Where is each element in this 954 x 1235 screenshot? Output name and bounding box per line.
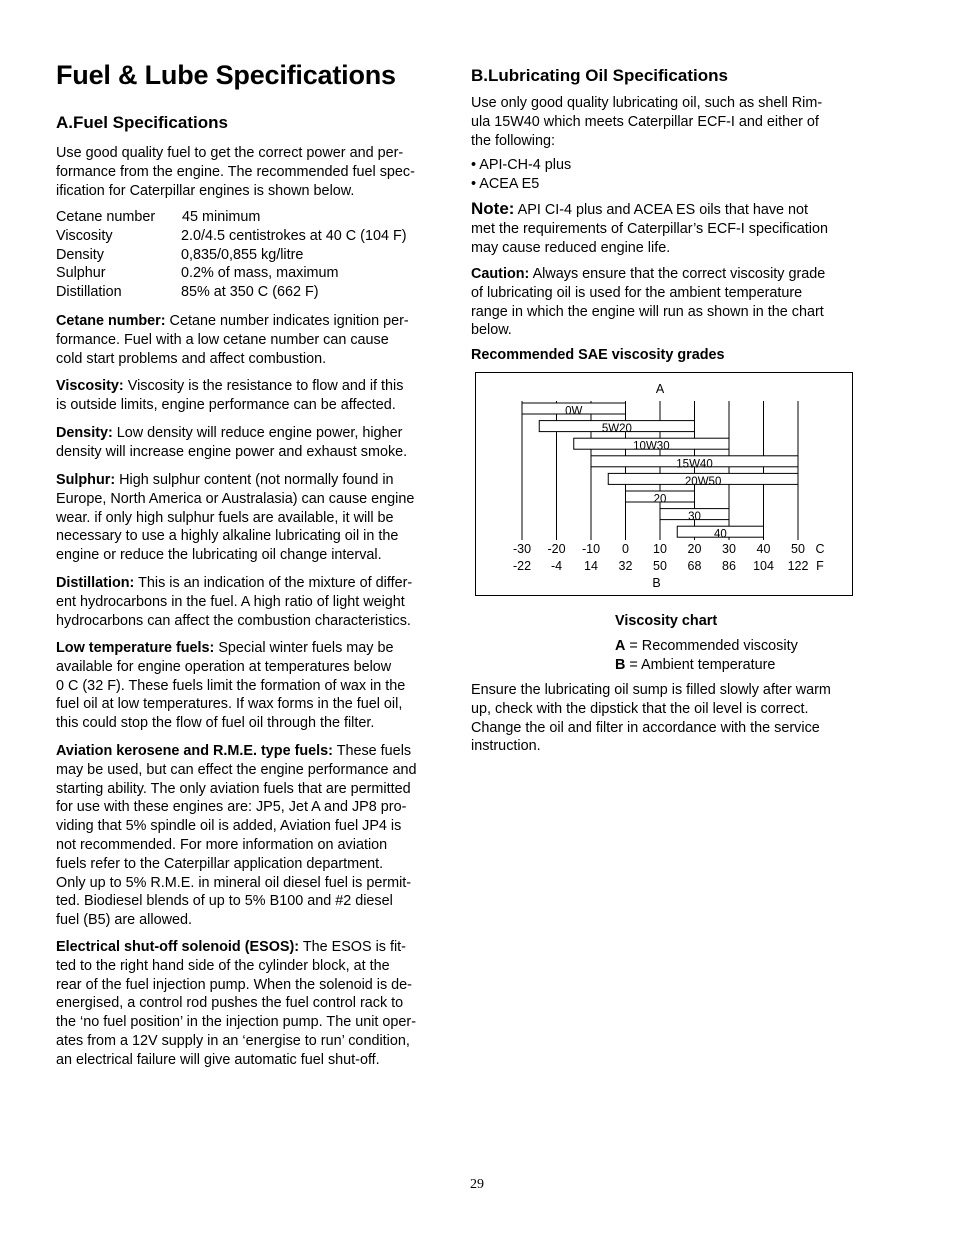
text-line: of lubricating oil is used for the ambient temperature (471, 284, 803, 301)
legend-key: A (615, 638, 626, 654)
spec-row (56, 246, 446, 265)
text-line: instruction. (471, 738, 541, 755)
tick-label-f: 50 (653, 559, 667, 573)
text-line: up, check with the dipstick that the oil level is correct. (471, 700, 809, 717)
text-line: Ensure the lubricating oil sump is filled slowly after warm (471, 682, 831, 698)
spec-row (56, 208, 446, 227)
tick-label-f: 14 (584, 559, 598, 573)
text-line: Low density will reduce engine power, higher (112, 425, 403, 441)
viscosity-chart-frame (475, 372, 853, 596)
lube-bullets (471, 156, 857, 194)
list-item: • ACEA E5 (471, 175, 540, 192)
text-line: Use good quality fuel to get the correct power and per- (56, 145, 404, 161)
legend-text: = Ambient temperature (625, 656, 776, 673)
grade-label: 0W (565, 405, 583, 418)
fuel-heading: A.Fuel Specifications (56, 113, 228, 132)
tick-label-f: -22 (512, 559, 532, 573)
sulphur-paragraph (56, 471, 446, 565)
unit-label-c: C (815, 542, 825, 556)
spec-value: 45 minimum (182, 209, 261, 225)
spec-row (56, 283, 446, 302)
grade-label: 20W50 (684, 475, 722, 488)
spec-name: Density (56, 246, 104, 263)
spec-value: 85% at 350 C (662 F) (181, 284, 319, 301)
legend-item (615, 656, 798, 675)
text-line: range in which the engine will run as shown in the chart (471, 303, 824, 320)
term: Electrical shut-off solenoid (ESOS): (56, 939, 300, 955)
text-line: ates from a 12V supply in an ‘energise to run’ condition, (56, 1032, 410, 1049)
spec-value: 0,835/0,855 kg/litre (181, 246, 304, 263)
fuel-intro (56, 144, 446, 200)
text-line: ted. Biodiesel blends of up to 5% B100 and #2 diesel (56, 893, 393, 910)
text-line: Europe, North America or Australasia) can cause engine (56, 490, 415, 507)
tick-label-f: -4 (550, 559, 563, 573)
tick-label-f: 122 (787, 559, 809, 573)
text-line: Change the oil and filter in accordance with the service (471, 719, 820, 736)
text-line: necessary to use a highly alkaline lubricating oil in the (56, 528, 399, 545)
text-line: may be used, but can effect the engine performance and (56, 761, 417, 778)
text-line: ent hydrocarbons in the fuel. A high ratio of light weight (56, 593, 405, 610)
note-paragraph (471, 200, 857, 257)
chart-heading: Recommended SAE viscosity grades (471, 347, 725, 363)
text-line: this could stop the flow of fuel oil through the filter. (56, 715, 375, 732)
tick-label-c: 50 (791, 542, 805, 556)
text-line: formance. Fuel with a low cetane number can cause (56, 331, 389, 348)
list-item: • API-CH-4 plus (471, 157, 572, 173)
text-line: is outside limits, engine performance can be affected. (56, 396, 396, 413)
caution-label: Caution: (471, 266, 530, 282)
text-line: ula 15W40 which meets Caterpillar ECF-I and either of (471, 113, 819, 130)
chart-legend (615, 637, 798, 675)
text-line: for use with these engines are: JP5, Jet A and JP8 pro- (56, 799, 407, 816)
text-line: These fuels (332, 743, 412, 759)
chart-bottom-label: B (652, 576, 661, 590)
text-line: Cetane number indicates ignition per- (165, 313, 409, 329)
lube-intro (471, 94, 857, 150)
text-line: Special winter fuels may be (214, 640, 394, 656)
tick-label-c: 10 (653, 542, 667, 556)
text-line: Viscosity is the resistance to flow and if this (123, 378, 404, 394)
text-line: may cause reduced engine life. (471, 239, 671, 256)
text-line: ted to the right hand side of the cylinder block, at the (56, 957, 390, 974)
text-line: below. (471, 322, 512, 339)
chart-top-label: A (655, 382, 665, 396)
text-line: This is an indication of the mixture of differ- (134, 575, 413, 591)
tick-label-c: 30 (722, 542, 736, 556)
tick-label-c: -30 (512, 542, 532, 556)
grade-label: 15W40 (676, 458, 713, 471)
term: Sulphur: (56, 472, 116, 488)
text-line: wear. if only high sulphur fuels are available, it will be (56, 509, 394, 526)
tick-label-c: -20 (547, 542, 566, 556)
term: Distillation: (56, 575, 135, 591)
text-line: the ‘no fuel position’ in the injection pump. The unit oper- (56, 1014, 416, 1031)
caution-paragraph (471, 265, 857, 340)
legend-key: B (615, 656, 626, 673)
text-line: hydrocarbons can affect the combustion characteristics. (56, 612, 411, 629)
spec-value: 2.0/4.5 centistrokes at 40 C (104 F) (181, 227, 407, 244)
grade-label: 10W30 (633, 440, 670, 453)
grade-label: 20 (653, 493, 667, 506)
text-line: rear of the fuel injection pump. When the solenoid is de- (56, 976, 412, 993)
tick-label-f: 86 (722, 559, 736, 573)
note-label: Note: (471, 199, 515, 218)
spec-row (56, 264, 446, 283)
legend-item (615, 637, 798, 656)
text-line: not recommended. For more information on aviation (56, 836, 388, 853)
text-line: energised, a control rod pushes the fuel control rack to (56, 995, 404, 1012)
page-number: 29 (470, 1177, 484, 1192)
text-line: the following: (471, 132, 555, 149)
unit-label-f: F (816, 559, 824, 573)
text-line: The ESOS is fit- (299, 939, 406, 955)
term: Low temperature fuels: (56, 640, 215, 656)
text-line: fuels refer to the Caterpillar application department. (56, 855, 384, 872)
esos-paragraph (56, 938, 446, 1070)
text-line: fuel oil at low temperatures. If wax forms in the fuel oil, (56, 696, 403, 713)
spec-name: Distillation (56, 284, 122, 301)
text-line: Only up to 5% R.M.E. in mineral oil diesel fuel is permit- (56, 874, 412, 891)
grade-label: 5W20 (601, 423, 632, 436)
viscosity-chart (476, 373, 852, 595)
legend-text: = Recommended viscosity (625, 638, 798, 654)
text-line: 0 C (32 F). These fuels limit the formation of wax in the (56, 677, 406, 694)
grade-label: 30 (688, 511, 701, 524)
tick-label-c: 40 (756, 542, 771, 556)
spec-name: Sulphur (56, 265, 106, 282)
closing-paragraph (471, 681, 857, 756)
spec-name: Cetane number (56, 209, 156, 225)
cetane-paragraph (56, 312, 446, 368)
text-line: fuel (B5) are allowed. (56, 912, 192, 929)
fuel-spec-table (56, 208, 446, 302)
text-line: ification for Caterpillar engines is shown below. (56, 182, 355, 199)
text-line: formance from the engine. The recommended fuel spec- (56, 163, 415, 180)
spec-row (56, 227, 446, 246)
text-line: density will increase engine power and exhaust smoke. (56, 443, 408, 460)
term: Viscosity: (56, 378, 124, 394)
low-temp-paragraph (56, 639, 446, 733)
text-line: Always ensure that the correct viscosity grade (529, 266, 826, 282)
spec-value: 0.2% of mass, maximum (181, 265, 339, 282)
text-line: met the requirements of Caterpillar’s ECF-I specification (471, 220, 828, 237)
density-paragraph (56, 424, 446, 462)
distillation-paragraph (56, 574, 446, 630)
viscosity-paragraph (56, 377, 446, 415)
tick-label-f: 32 (618, 559, 633, 573)
tick-label-c: 20 (687, 542, 702, 556)
text-line: an electrical failure will give automatic fuel shut-off. (56, 1051, 380, 1068)
aviation-paragraph (56, 742, 446, 930)
lube-heading: B.Lubricating Oil Specifications (471, 66, 728, 85)
text-line: High sulphur content (not normally found in (115, 472, 394, 488)
term: Density: (56, 425, 113, 441)
text-line: API CI-4 plus and ACEA ES oils that have not (514, 202, 809, 218)
text-line: cold start problems and affect combustion. (56, 350, 327, 367)
text-line: starting ability. The only aviation fuels that are permitted (56, 780, 411, 797)
page-title: Fuel & Lube Specifications (56, 60, 396, 90)
text-line: available for engine operation at temperatures below (56, 658, 392, 675)
tick-label-c: -10 (581, 542, 601, 556)
term: Cetane number: (56, 313, 166, 329)
grade-label: 40 (713, 528, 727, 541)
tick-label-c: 0 (622, 542, 629, 556)
spec-name: Viscosity (56, 227, 113, 244)
tick-label-f: 68 (687, 559, 702, 573)
chart-caption: Viscosity chart (615, 613, 718, 629)
term: Aviation kerosene and R.M.E. type fuels: (56, 743, 333, 759)
text-line: engine or reduce the lubricating oil change interval. (56, 547, 382, 564)
text-line: viding that 5% spindle oil is added, Aviation fuel JP4 is (56, 818, 402, 835)
tick-label-f: 104 (753, 559, 774, 573)
text-line: Use only good quality lubricating oil, such as shell Rim- (471, 95, 823, 111)
